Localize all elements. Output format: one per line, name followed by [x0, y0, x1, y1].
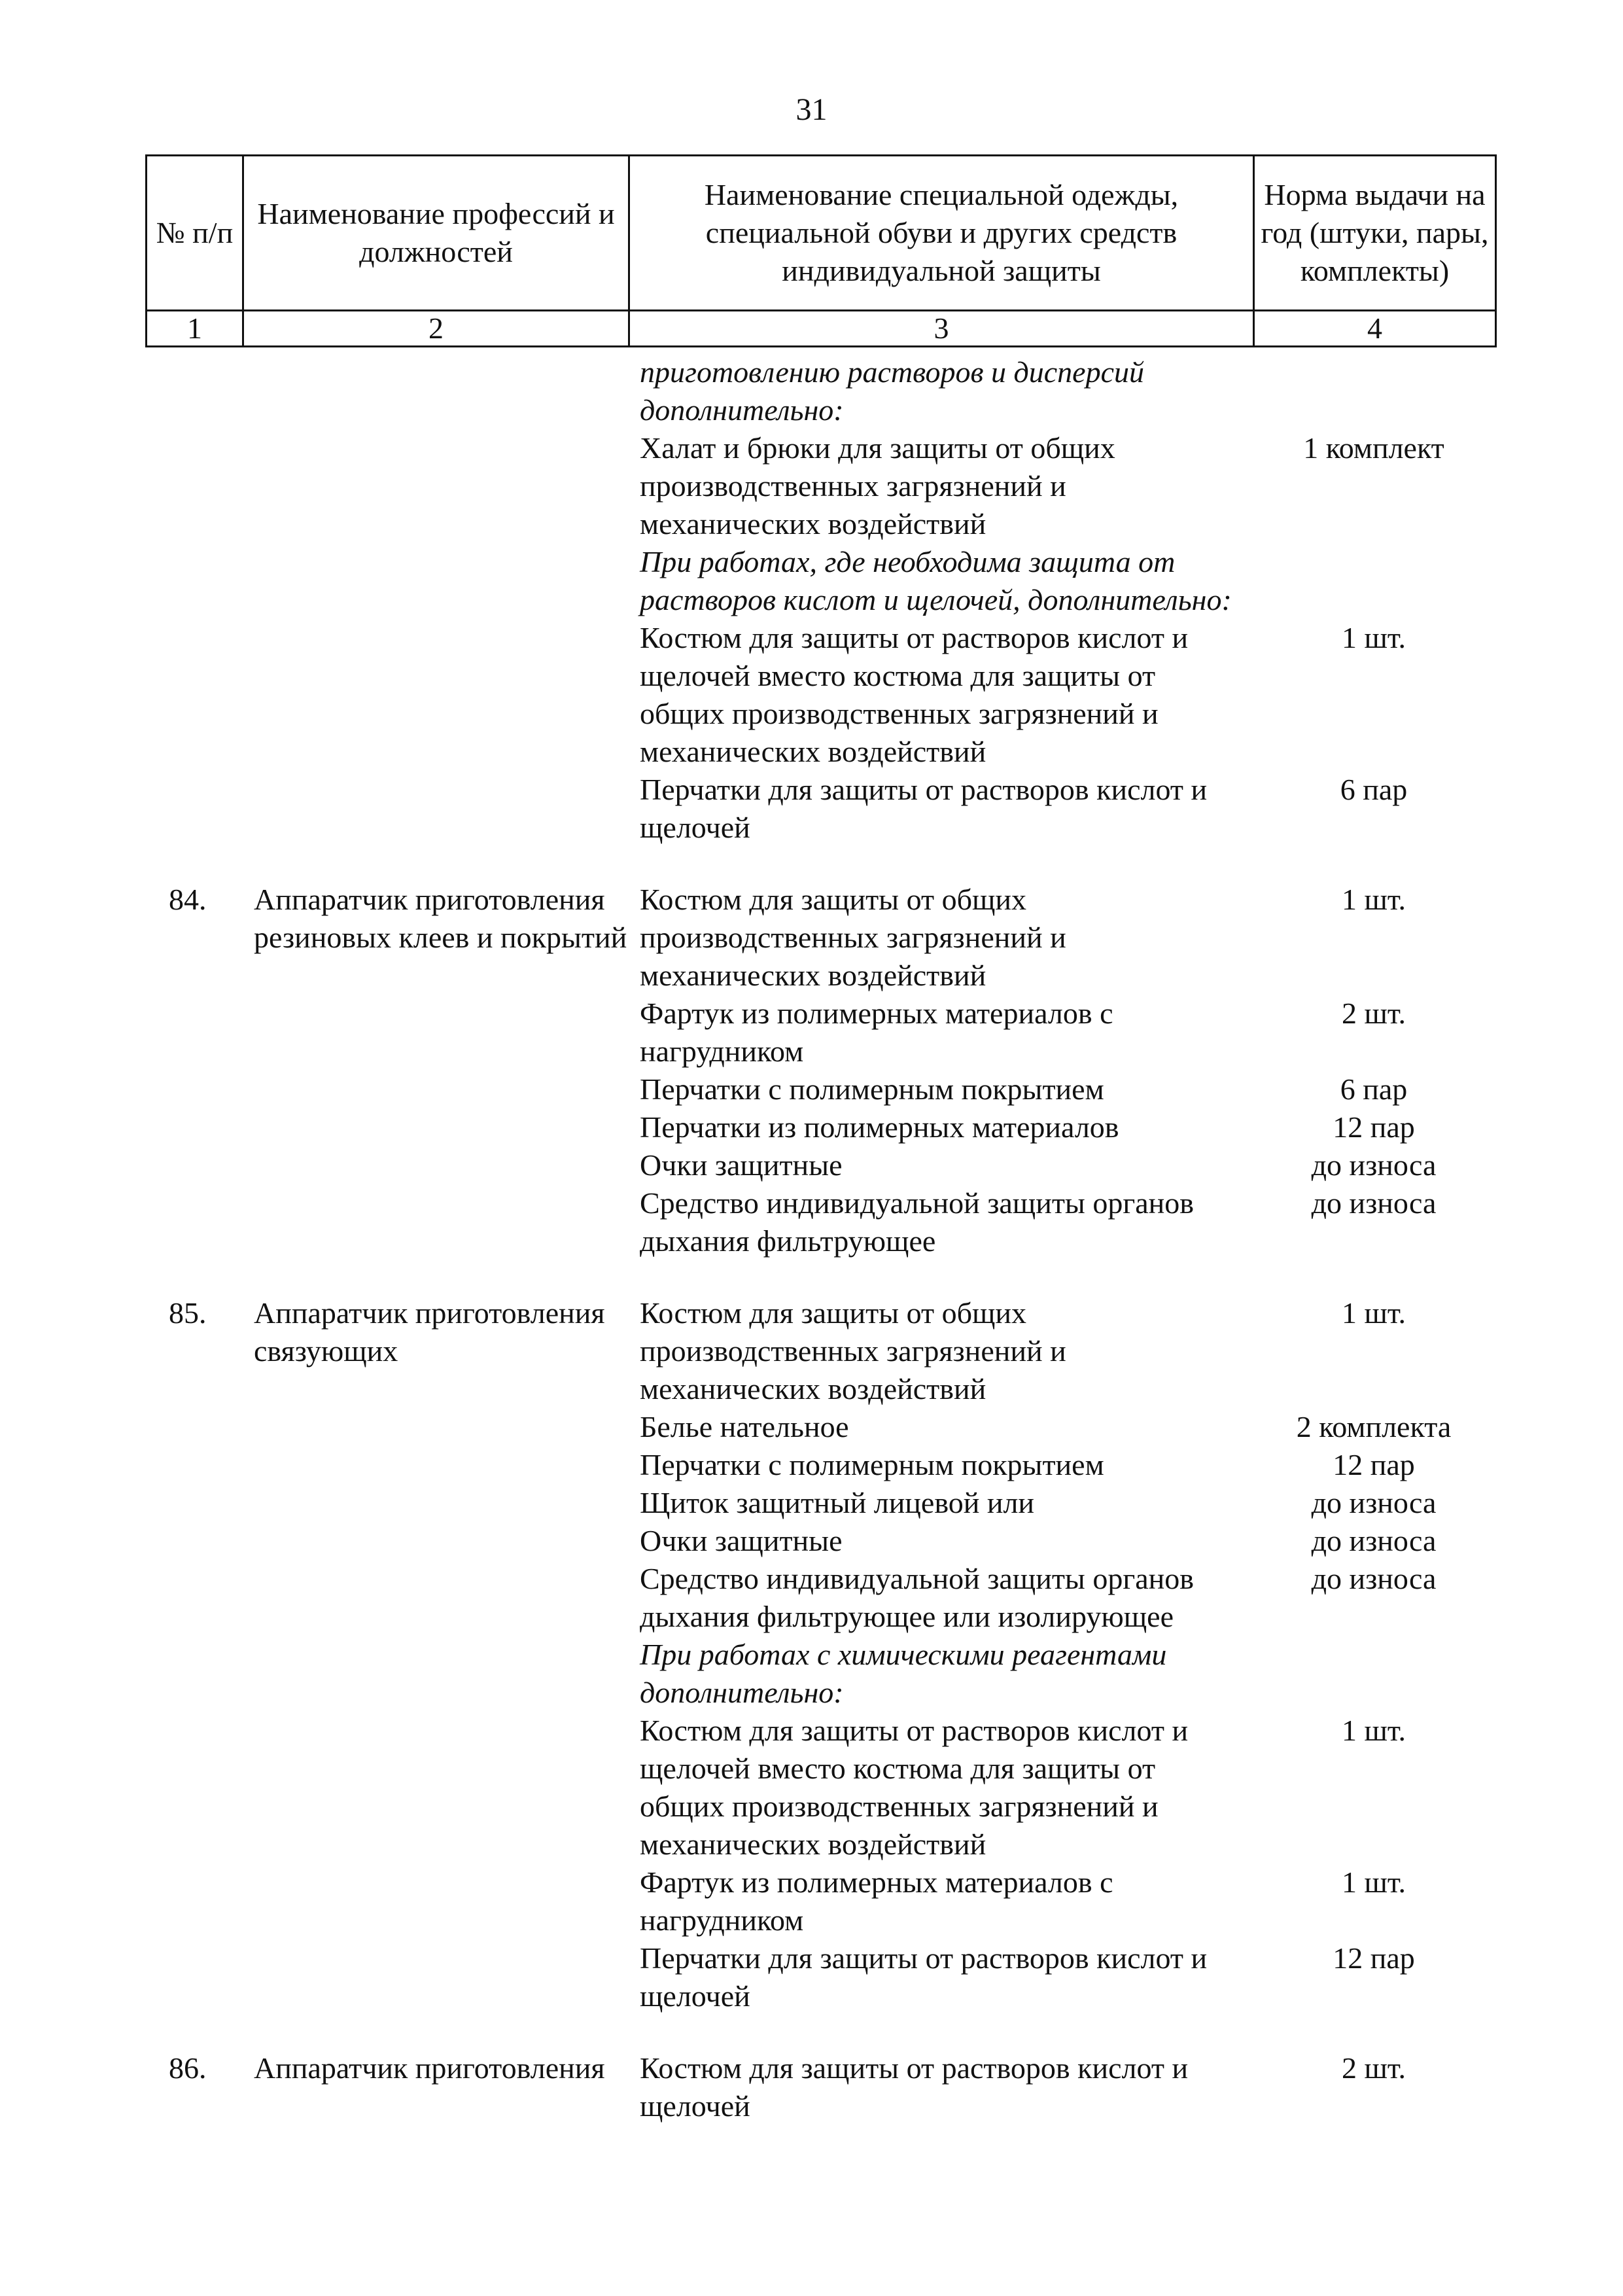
equipment-item [628, 881, 1495, 995]
equipment-item [628, 1408, 1495, 1446]
equipment-name: Перчатки с полимерным покрытием [640, 1072, 1104, 1106]
equipment-item [628, 619, 1495, 771]
row-number: 85. [169, 1296, 207, 1330]
equipment-name: Костюм для защиты от растворов кислот и щелочей вместо костюма для защиты от общих производственных загрязнений и механических воздействий [640, 1714, 1189, 1861]
equipment-name: Перчатки с полимерным покрытием [640, 1448, 1104, 1481]
equipment-item [628, 429, 1495, 543]
equipment-name: Щиток защитный лицевой или [640, 1486, 1035, 1519]
issue-norm: 12 пар [1333, 1448, 1415, 1481]
equipment-name: Перчатки для защиты от растворов кислот и щелочей [640, 773, 1208, 844]
issue-norm: 1 шт. [1341, 1296, 1406, 1330]
equipment-item [628, 1108, 1495, 1146]
equipment-name: Средство индивидуальной защиты органов дыхания фильтрующее [640, 1186, 1194, 1258]
issue-norm: 2 шт. [1341, 997, 1406, 1030]
issue-norm: 6 пар [1340, 773, 1408, 806]
equipment-item [628, 2049, 1495, 2125]
column-header-norm: Норма выдачи на год (штуки, пары, комплекты) [1254, 156, 1496, 311]
equipment-name: Белье нательное [640, 1410, 849, 1443]
issue-norm: 6 пар [1340, 1072, 1408, 1106]
condition-note: При работах, где необходима защита от растворов кислот и щелочей, дополнительно: [640, 545, 1232, 616]
issue-norm: 2 комплекта [1296, 1410, 1452, 1443]
table-header [145, 154, 1497, 347]
equipment-name: Фартук из полимерных материалов с нагрудником [640, 1865, 1113, 1937]
equipment-list [628, 1294, 1495, 2015]
row-number [145, 353, 242, 847]
issue-norm: 1 шт. [1341, 621, 1406, 654]
equipment-item [628, 1522, 1495, 1560]
equipment-item [628, 1294, 1495, 1408]
equipment-item [628, 1863, 1495, 1939]
equipment-item [628, 1070, 1495, 1108]
issue-norm: до износа [1311, 1562, 1437, 1595]
row-number: 86. [169, 2051, 207, 2085]
table-row [145, 353, 1495, 847]
equipment-item [628, 353, 1495, 429]
equipment-name: Перчатки для защиты от растворов кислот и щелочей [640, 1941, 1208, 2013]
equipment-name: Очки защитные [640, 1148, 843, 1182]
equipment-list [628, 353, 1495, 847]
equipment-name: Средство индивидуальной защиты органов дыхания фильтрующее или изолирующее [640, 1562, 1194, 1633]
issue-norm [1253, 353, 1495, 429]
equipment-name: Фартук из полимерных материалов с нагрудником [640, 997, 1113, 1068]
column-header-number: № п/п [147, 156, 243, 311]
profession-name: Аппаратчик приготовления связующих [254, 1296, 605, 1368]
issue-norm: до износа [1311, 1486, 1437, 1519]
condition-note: При работах с химическими реагентами дополнительно: [640, 1638, 1167, 1709]
equipment-name: Костюм для защиты от растворов кислот и щелочей вместо костюма для защиты от общих производственных загрязнений и механических воздействий [640, 621, 1189, 768]
table-body [145, 353, 1495, 2159]
issue-norm [1253, 1636, 1495, 1712]
column-number-4: 4 [1254, 311, 1496, 347]
equipment-item [628, 1560, 1495, 1636]
row-number: 84. [169, 883, 207, 916]
equipment-item [628, 995, 1495, 1070]
equipment-name: Костюм для защиты от растворов кислот и щелочей [640, 2051, 1189, 2123]
issue-norm [1253, 543, 1495, 619]
equipment-item [628, 543, 1495, 619]
column-number-3: 3 [629, 311, 1254, 347]
equipment-item [628, 1484, 1495, 1522]
column-number-1: 1 [147, 311, 243, 347]
column-header-equipment: Наименование специальной одежды, специальной обуви и других средств индивидуальной защиты [629, 156, 1254, 311]
issue-norm: до износа [1311, 1524, 1437, 1557]
equipment-item [628, 1146, 1495, 1184]
equipment-item [628, 1712, 1495, 1863]
issue-norm: 2 шт. [1341, 2051, 1406, 2085]
equipment-list [628, 2049, 1495, 2125]
issue-norm: 1 шт. [1341, 1865, 1406, 1899]
table-row [145, 1294, 1495, 2015]
condition-note: приготовлению растворов и дисперсий дополнительно: [640, 355, 1144, 427]
equipment-name: Очки защитные [640, 1524, 843, 1557]
table-row [145, 881, 1495, 1260]
issue-norm: 1 шт. [1341, 1714, 1406, 1747]
issue-norm: 1 шт. [1341, 883, 1406, 916]
issue-norm: 12 пар [1333, 1110, 1415, 1144]
equipment-item [628, 1939, 1495, 2015]
profession-name: Аппаратчик приготовления резиновых клеев и покрытий [254, 883, 627, 954]
column-header-profession: Наименование профессий и должностей [243, 156, 629, 311]
equipment-list [628, 881, 1495, 1260]
profession-name: Аппаратчик приготовления [254, 2051, 605, 2085]
profession-name [242, 353, 628, 847]
equipment-item [628, 1636, 1495, 1712]
column-number-2: 2 [243, 311, 629, 347]
equipment-item [628, 1184, 1495, 1260]
equipment-item [628, 1446, 1495, 1484]
table-row [145, 2049, 1495, 2125]
equipment-name: Перчатки из полимерных материалов [640, 1110, 1119, 1144]
equipment-name: Костюм для защиты от общих производственных загрязнений и механических воздействий [640, 883, 1066, 992]
equipment-item [628, 771, 1495, 847]
issue-norm: 12 пар [1333, 1941, 1415, 1975]
equipment-name: Костюм для защиты от общих производственных загрязнений и механических воздействий [640, 1296, 1066, 1405]
page-number: 31 [795, 92, 828, 127]
issue-norm: до износа [1311, 1186, 1437, 1220]
issue-norm: 1 комплект [1303, 431, 1444, 465]
equipment-name: Халат и брюки для защиты от общих производственных загрязнений и механических воздействий [640, 431, 1115, 540]
issue-norm: до износа [1311, 1148, 1437, 1182]
